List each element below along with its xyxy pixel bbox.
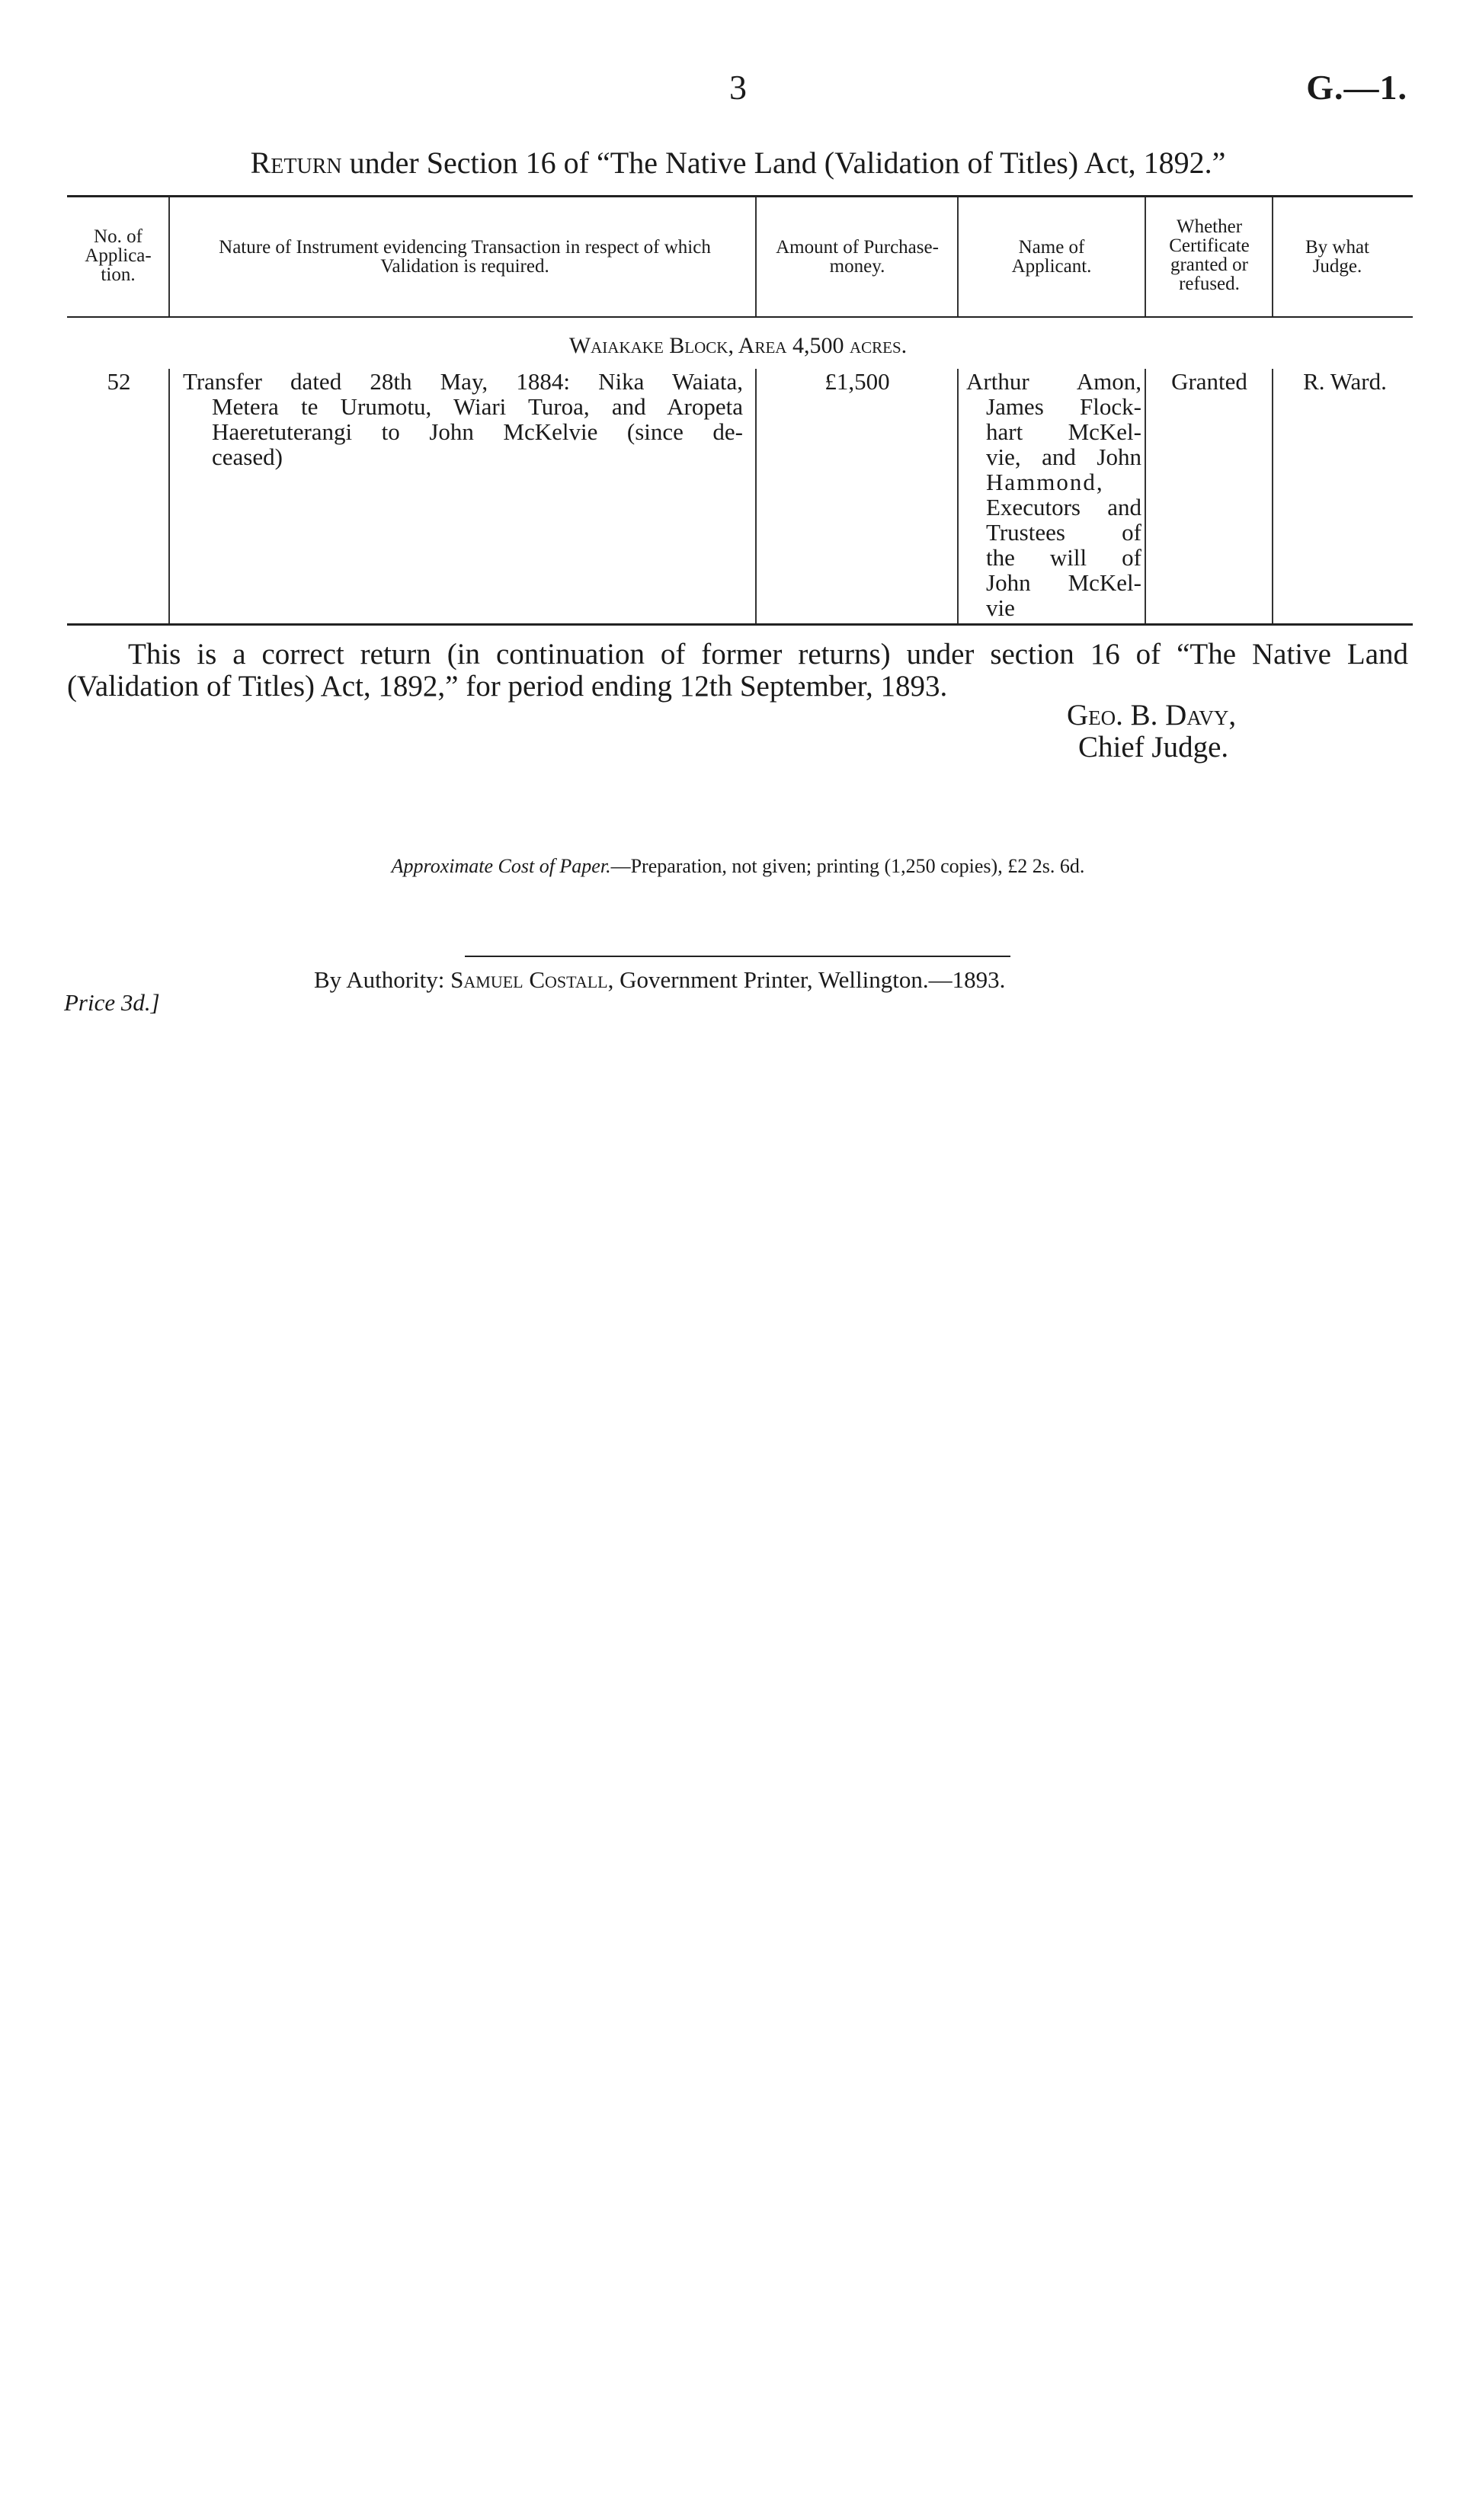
table-header-rule — [67, 316, 1413, 318]
price-note: Price 3d.] — [64, 989, 160, 1016]
table-top-rule — [67, 195, 1413, 197]
applicant-line: vie, and John — [986, 443, 1141, 470]
column-header-amount: Amount of Purchase-money. — [776, 237, 939, 277]
column-divider — [1145, 369, 1146, 623]
block-caption: Waiakake Block, Area 4,500 acres. — [568, 333, 908, 358]
footer-rule — [465, 956, 1010, 957]
cost-label: Approximate Cost of Paper. — [391, 855, 611, 877]
document-title — [0, 145, 1476, 181]
applicant-line: James Flock- — [986, 393, 1141, 420]
printer-name: Samuel Costall — [450, 966, 608, 993]
column-divider — [957, 197, 959, 316]
applicant-line: Executors and — [986, 494, 1141, 520]
certification-statement — [67, 639, 1408, 703]
applicant-line: Hammond, — [986, 469, 1104, 495]
column-divider — [755, 197, 757, 316]
signatory-title: Chief Judge. — [1078, 731, 1229, 764]
column-divider — [957, 369, 959, 623]
column-divider — [1272, 197, 1273, 316]
series-code: G.—1. — [1306, 68, 1407, 107]
column-header-judge: By what Judge. — [1305, 237, 1370, 277]
authority-label: By Authority: — [314, 966, 451, 993]
column-header-applicant: Name of Applicant. — [1011, 237, 1092, 277]
nature-line: Transfer dated 28th May, 1884: Nika Waiata, — [183, 368, 743, 395]
column-header-certificate: Whether Certificate granted or refused. — [1169, 216, 1250, 294]
statement-text: This is a correct return (in continuation of former returns) under section 16 of “The Native Land (Validation of Titles) Act, 1892,” for period ending 12th September, 1893. — [67, 638, 1408, 703]
applicant-line: hart McKel- — [986, 418, 1141, 445]
column-header-nature: Nature of Instrument evidencing Transaction in respect of which Validation is required. — [219, 237, 711, 277]
cost-text: —Preparation, not given; printing (1,250 copies), £2 2s. 6d. — [610, 855, 1085, 877]
applicant-line: the will of — [986, 544, 1141, 571]
table-cell-number: 52 — [107, 368, 131, 395]
page-number: 3 — [729, 68, 747, 107]
table-cell-judge: R. Ward. — [1303, 368, 1387, 395]
signatory-name: Geo. B. Davy, — [1067, 699, 1237, 732]
column-divider — [168, 197, 170, 316]
nature-line: ceased) — [212, 443, 283, 470]
applicant-line: John McKel- — [986, 569, 1141, 596]
column-divider — [1145, 197, 1146, 316]
column-header-number: No. of Applica-tion. — [85, 226, 152, 285]
printer-authority — [314, 966, 1005, 994]
applicant-line: Arthur Amon, — [966, 368, 1141, 395]
nature-line: Haeretuterangi to John McKelvie (since de- — [212, 418, 743, 445]
cost-note — [0, 855, 1476, 878]
column-divider — [1272, 369, 1273, 623]
applicant-line: vie — [986, 594, 1015, 621]
title-lead: Return — [250, 146, 342, 180]
table-cell-nature — [183, 369, 743, 469]
authority-rest: , Government Printer, Wellington.—1893. — [607, 966, 1006, 993]
column-divider — [755, 369, 757, 623]
signature-block — [991, 700, 1236, 764]
column-divider — [168, 369, 170, 623]
nature-line: Metera te Urumotu, Wiari Turoa, and Aropeta — [212, 393, 743, 420]
table-bottom-rule — [67, 623, 1413, 626]
table-cell-amount: £1,500 — [824, 368, 890, 395]
applicant-line: Trustees of — [986, 519, 1141, 546]
table-cell-certificate: Granted — [1171, 368, 1247, 395]
title-rest: under Section 16 of “The Native Land (Validation of Titles) Act, 1892.” — [341, 146, 1226, 180]
table-cell-applicant — [966, 369, 1141, 620]
